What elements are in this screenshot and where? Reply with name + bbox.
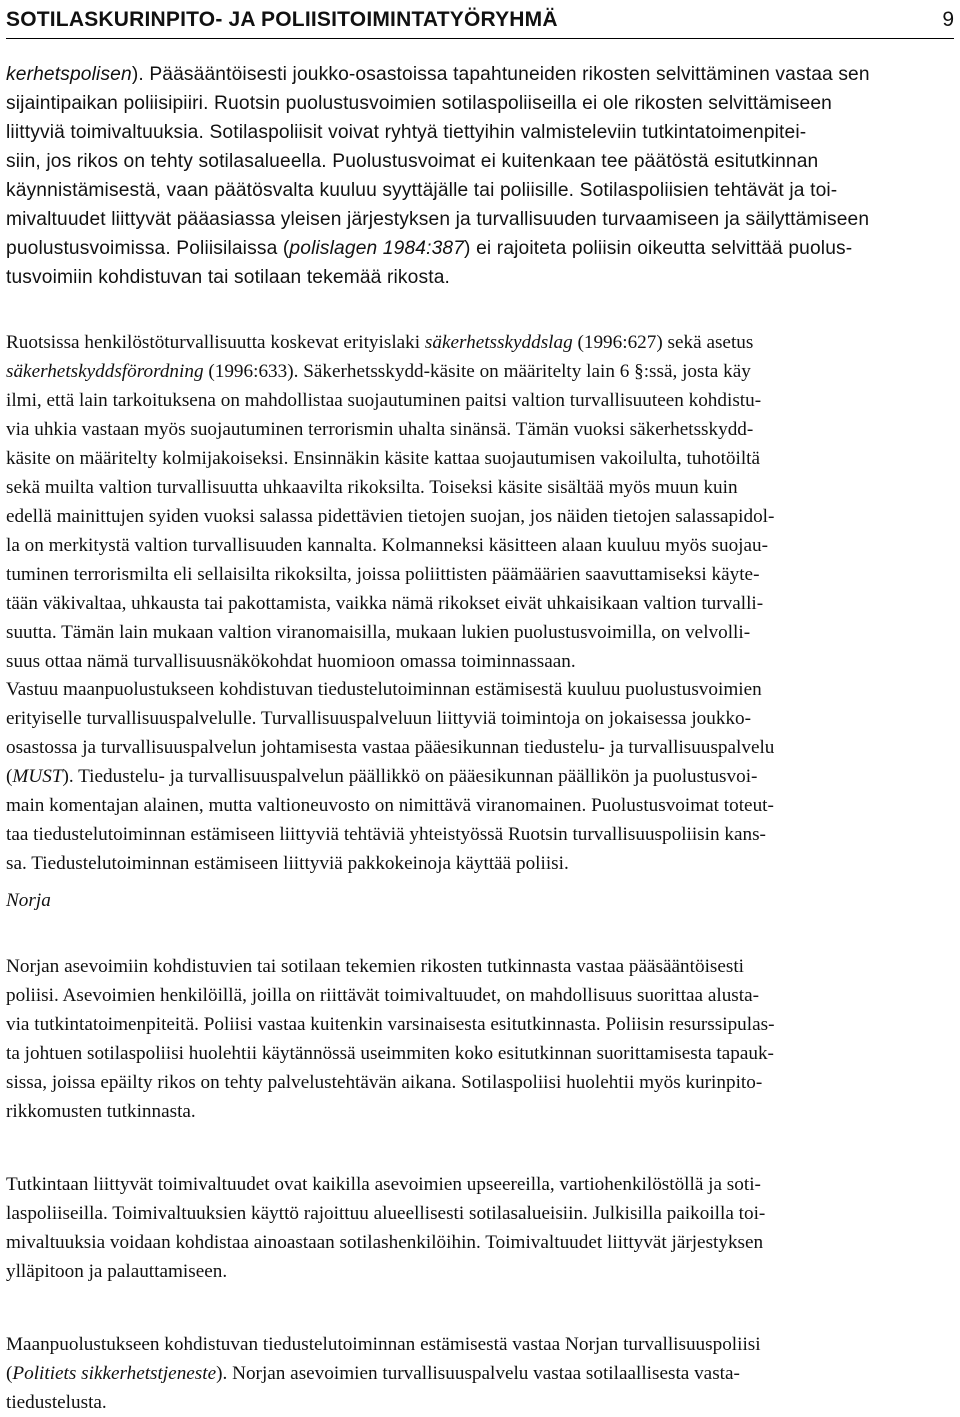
text-line (6, 205, 954, 234)
text-run: poliisi. Asevoimien henkilöillä, joilla on riittävät toimivaltuudet, on mahdollisuus suorittaa alusta- (6, 985, 760, 1006)
text-line (6, 560, 954, 589)
text-line (6, 176, 954, 205)
text-line (6, 618, 954, 647)
paragraph-investigation-norway (6, 952, 954, 1126)
text-run: edellä mainittujen syiden vuoksi salassa pidettävien tietojen suojan, jos näiden tietojen salassapidol- (6, 506, 775, 527)
text-run: la on merkitystä valtion turvallisuuden kannalta. Kolmanneksi käsitteen alaan kuuluu myös suojau- (6, 535, 769, 556)
text-run: ( (6, 1363, 13, 1384)
paragraph-intelligence-norway (6, 1330, 954, 1417)
text-run: Tutkintaan liittyvät toimivaltuudet ovat kaikilla asevoimien upseereilla, vartiohenkilöstöllä ja soti- (6, 1174, 761, 1195)
text-run: sissa, joissa epäilty rikos on tehty palvelustehtävän aikana. Sotilaspoliisi huolehtii myös kurinpito- (6, 1072, 763, 1093)
text-line (6, 1330, 954, 1359)
paragraph-powers-norway (6, 1170, 954, 1286)
text-run: (1996:627) sekä asetus (572, 332, 754, 353)
text-run: Maanpuolustukseen kohdistuvan tiedustelutoiminnan estämisestä vastaa Norjan turvallisuuspoliisi (6, 1334, 761, 1355)
text-run: taa tiedustelutoiminnan estämiseen liittyviä tehtäviä yhteistyössä Ruotsin turvallisuuspoliisin kans- (6, 824, 766, 845)
text-line (6, 328, 954, 357)
text-run: sekä muilta valtion turvallisuutta uhkaavilta rikoksilta. Toiseksi käsite sisältää myös muun kuin (6, 477, 738, 498)
text-line (6, 1039, 954, 1068)
text-line (6, 263, 954, 292)
paragraph-security-law-sweden (6, 328, 954, 676)
text-run: ) ei rajoiteta poliisin oikeutta selvittää puolus- (464, 238, 853, 259)
text-run: mivaltuudet liittyvät pääasiassa yleisen järjestyksen ja turvallisuuden turvaamiseen ja säilyttämiseen (6, 209, 870, 230)
section-heading-norway (6, 886, 954, 915)
text-line (6, 1170, 954, 1199)
document-title: SOTILASKURINPITO- JA POLIISITOIMINTATYÖRYHMÄ (6, 8, 558, 31)
text-run: via uhkia vastaan myös suojautuminen terrorismin uhalta sinänsä. Tämän vuoksi säkerhetsskydd- (6, 419, 754, 440)
text-line (6, 1257, 954, 1286)
text-run: ta johtuen sotilaspoliisi huolehtii käytännössä useimmiten koko esitutkinnan suorittamisesta tapauk- (6, 1043, 774, 1064)
page-header (6, 4, 954, 39)
text-line (6, 675, 954, 704)
text-run: (1996:633). Säkerhetsskydd-käsite on määritelty lain 6 (203, 361, 635, 382)
text-run: ylläpitoon ja palauttamiseen. (6, 1261, 228, 1282)
text-line (6, 118, 954, 147)
text-line (6, 589, 954, 618)
text-run: käynnistämisestä, vaan päätösvalta kuuluu syyttäjälle tai poliisille. Sotilaspoliisien tehtävät ja toi- (6, 180, 838, 201)
text-line (6, 981, 954, 1010)
text-line (6, 234, 954, 263)
text-line (6, 849, 954, 878)
text-line (6, 647, 954, 676)
text-run: sa. Tiedustelutoiminnan estämiseen liittyviä pakkokeinoja käyttää poliisi. (6, 853, 569, 874)
text-run: tään väkivaltaa, uhkausta tai pakottamista, vaikka nämä rikokset eivät uhkaisikaan valtion turvalli- (6, 593, 764, 614)
italic-term: säkerhetsskyddslag (424, 332, 573, 353)
text-line (6, 357, 954, 386)
text-run: mivaltuuksia voidaan kohdistaa ainoastaan sotilashenkilöihin. Toimivaltuudet liittyvät järjestyksen (6, 1232, 764, 1253)
text-run: erityiselle turvallisuuspalvelulle. Turvallisuuspalveluun liittyviä toimintoja on jokaisessa joukko- (6, 708, 752, 729)
text-run: Vastuu maanpuolustukseen kohdistuvan tiedustelutoiminnan estämisestä kuuluu puolustusvoimien (6, 679, 762, 700)
text-line (6, 1097, 954, 1126)
text-run: ). Norjan asevoimien turvallisuuspalvelu vastaa sotilaallisesta vasta- (216, 1363, 740, 1384)
text-line (6, 1359, 954, 1388)
text-line (6, 415, 954, 444)
text-run: suus ottaa nämä turvallisuusnäkökohdat huomioon omassa toiminnassaan. (6, 651, 576, 672)
text-line (6, 386, 954, 415)
italic-term: Norja (6, 890, 51, 911)
text-line (6, 791, 954, 820)
text-run: ). Pääsääntöisesti joukko-osastoissa tapahtuneiden rikosten selvittäminen vastaa sen (131, 64, 870, 85)
text-run: Ruotsissa henkilöstöturvallisuutta koskevat erityislaki (6, 332, 425, 353)
italic-term: säkerhetskyddsförordning (6, 361, 204, 382)
text-run: puolustusvoimissa. Poliisilaissa ( (6, 238, 290, 259)
paragraph-military-police-sweden (6, 60, 954, 292)
text-run: käsite on määritelty kolmijakoiseksi. Ensinnäkin käsite kattaa suojautumisen vakoilulta, tuhotöiltä (6, 448, 761, 469)
text-run: ilmi, että lain tarkoituksena on mahdollistaa suojautuminen paitsi valtion turvallisuuteen kohdistu- (6, 390, 762, 411)
text-run: via tutkintatoimenpiteitä. Poliisi vastaa kuitenkin varsinaisesta esitutkinnasta. Poliisin resurssipulas- (6, 1014, 775, 1035)
text-run: osastossa ja turvallisuuspalvelun johtamisesta vastaa pääesikunnan tiedustelu- ja turvallisuuspalvelu (6, 737, 775, 758)
text-run: ( (6, 766, 13, 787)
text-line (6, 820, 954, 849)
text-run: :ssä, josta käy (643, 361, 751, 382)
text-line (6, 1199, 954, 1228)
text-line (6, 1388, 954, 1417)
text-line (6, 502, 954, 531)
text-line (6, 886, 954, 915)
text-line (6, 60, 954, 89)
italic-term: kerhetspolisen (6, 64, 132, 85)
text-run: rikkomusten tutkinnasta. (6, 1101, 196, 1122)
text-run: ). Tiedustelu- ja turvallisuuspalvelun päällikkö on pääesikunnan päällikön ja puolustusvoi- (62, 766, 758, 787)
text-line (6, 704, 954, 733)
text-run: tiedustelusta. (6, 1392, 107, 1413)
text-line (6, 473, 954, 502)
text-run: main komentajan alainen, mutta valtioneuvosto on nimittävä viranomainen. Puolustusvoimat toteut- (6, 795, 774, 816)
text-line (6, 531, 954, 560)
text-run: § (634, 361, 644, 382)
text-line (6, 762, 954, 791)
text-run: Norjan asevoimiin kohdistuvien tai sotilaan tekemien rikosten tutkinnasta vastaa pääsääntöisesti (6, 956, 745, 977)
italic-term: polislagen 1984:387 (289, 238, 465, 259)
text-line (6, 89, 954, 118)
text-run: tuminen terrorismilta eli sellaisilta rikoksilta, joissa poliittisten päämäärien saavuttamiseksi käyte- (6, 564, 760, 585)
text-line (6, 1068, 954, 1097)
text-run: liittyviä toimivaltuuksia. Sotilaspoliisit voivat ryhtyä tiettyihin valmisteleviin tutkintatoimenpitei- (6, 122, 807, 143)
text-line (6, 952, 954, 981)
text-line (6, 444, 954, 473)
italic-term: MUST (12, 766, 63, 787)
text-line (6, 1010, 954, 1039)
text-run: suutta. Tämän lain mukaan valtion viranomaisilla, mukaan lukien puolustusvoimilla, on velvolli- (6, 622, 751, 643)
text-line (6, 1228, 954, 1257)
italic-term: Politiets sikkerhetstjeneste (12, 1363, 217, 1384)
text-run: laspoliiseilla. Toimivaltuuksien käyttö rajoittuu alueellisesti sotilasalueisiin. Julkisilla paikoilla toi- (6, 1203, 766, 1224)
text-line (6, 147, 954, 176)
text-line (6, 733, 954, 762)
text-run: sijaintipaikan poliisipiiri. Ruotsin puolustusvoimien sotilaspoliiseilla ei ole rikosten selvittämiseen (6, 93, 832, 114)
paragraph-intelligence-prevention-sweden (6, 675, 954, 878)
page-number: 9 (942, 8, 954, 31)
text-run: tusvoimiin kohdistuvan tai sotilaan tekemää rikosta. (6, 267, 450, 288)
text-run: siin, jos rikos on tehty sotilasalueella. Puolustusvoimat ei kuitenkaan tee päätöstä esitutkinnan (6, 151, 819, 172)
